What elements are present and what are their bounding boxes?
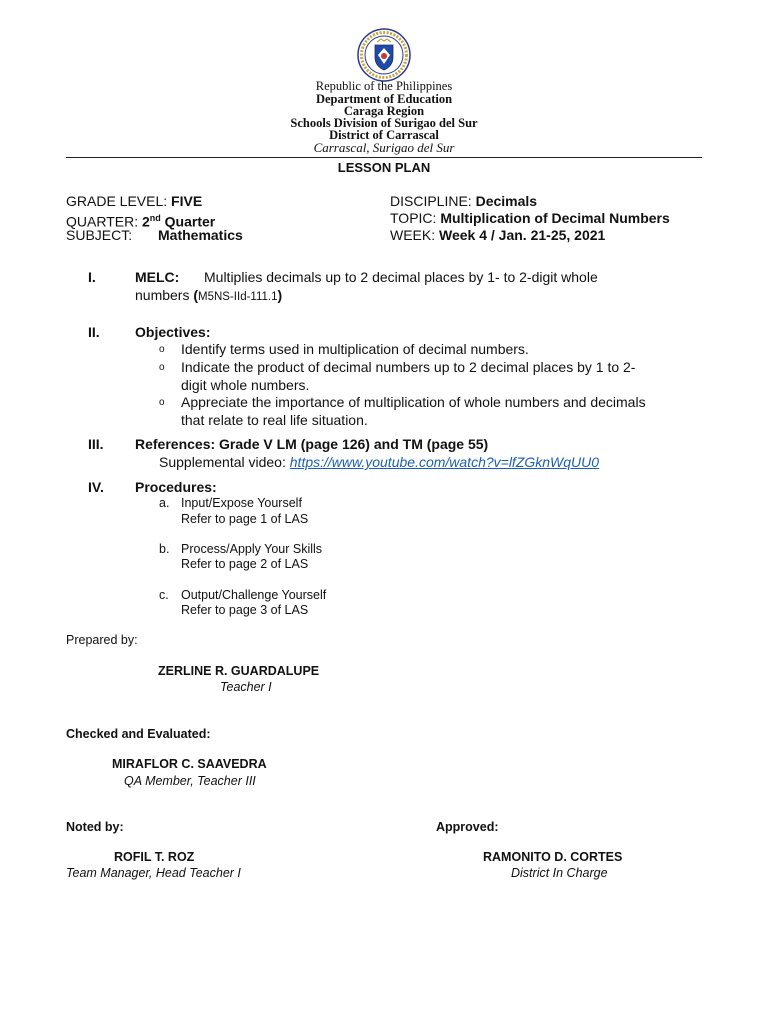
page-title: LESSON PLAN [337,160,431,175]
header-division: Schools Division of Surigao del Sur [290,116,478,130]
grade-level [66,193,202,209]
prepared-by-role: Teacher I [220,680,272,694]
checked-name: MIRAFLOR C. SAAVEDRA [112,757,267,771]
procedure-ref: Refer to page 2 of LAS [181,557,309,571]
topic-value: Multiplication of Decimal Numbers [440,210,670,226]
procedures-numeral: IV. [88,479,104,495]
header-district: District of Carrascal [329,128,439,142]
melc-heading: MELC: [135,269,180,285]
procedure-letter: c. [159,588,169,602]
topic [390,210,670,226]
objective-item-1: Identify terms used in multiplication of decimal numbers. [181,341,529,357]
objective-item-3: Appreciate the importance of multiplication of whole numbers and decimals [181,394,646,410]
grade-level-label: GRADE LEVEL: [66,193,168,209]
subject-label: SUBJECT: [66,227,133,243]
prepared-by-label: Prepared by: [66,633,138,647]
procedure-title: Process/Apply Your Skills [181,542,323,556]
deped-seal-logo [357,28,411,82]
objective-item-2: Indicate the product of decimal numbers up to 2 decimal places by 1 to 2- [181,359,636,375]
melc-code: M5NS-IId-111.1 [198,291,278,303]
checked-label: Checked and Evaluated: [66,727,211,741]
week-value: Week 4 / Jan. 21-25, 2021 [439,227,606,243]
procedure-title: Input/Expose Yourself [181,496,302,510]
header-republic: Republic of the Philippines [315,79,453,93]
topic-label: TOPIC: [390,210,437,226]
week [390,227,605,243]
melc-open-paren: ( [193,287,199,303]
procedure-letter: a. [159,496,170,510]
melc-numbers: numbers [135,287,190,303]
prepared-by-name: ZERLINE R. GUARDALUPE [158,664,320,678]
procedure-ref: Refer to page 3 of LAS [181,603,309,617]
discipline-label: DISCIPLINE: [390,193,472,209]
discipline [390,193,537,209]
quarter-number: 2 [141,213,150,230]
approved-name: RAMONITO D. CORTES [483,850,623,864]
procedure-ref: Refer to page 1 of LAS [181,512,309,526]
references-numeral: III. [88,436,104,452]
noted-by-label: Noted by: [66,820,124,834]
header-location: Carrascal, Surigao del Sur [313,140,455,155]
objective-item-2-cont: digit whole numbers. [181,377,310,393]
melc-numeral: I. [88,269,96,285]
quarter-word: Quarter [164,213,216,230]
procedures-heading: Procedures: [135,479,217,495]
objectives-numeral: II. [88,324,100,340]
melc-close-paren: ) [277,287,283,303]
header-department: Department of Education [315,92,453,106]
subject [66,227,132,243]
subject-value: Mathematics [158,227,243,243]
melc-text-line1: Multiplies decimals up to 2 decimal places by 1- to 2-digit whole [204,269,598,285]
quarter-label: QUARTER: [66,213,139,230]
objectives-heading: Objectives: [135,324,211,340]
grade-level-value: FIVE [171,193,203,209]
references-heading: References: Grade V LM (page 126) and TM (page 55) [135,436,489,452]
procedure-title: Output/Challenge Yourself [181,588,327,602]
header-divider [66,157,702,158]
quarter-suffix: nd [149,213,161,223]
discipline-value: Decimals [475,193,538,209]
objective-item-3-cont: that relate to real life situation. [181,412,368,428]
melc-text-line2 [135,287,282,305]
objective-bullet: o [159,397,165,408]
procedure-letter: b. [159,542,170,556]
approved-role: District In Charge [511,866,608,880]
supplemental-video [159,454,599,470]
approved-label: Approved: [436,820,499,834]
objective-bullet: o [159,362,165,373]
week-label: WEEK: [390,227,436,243]
video-link[interactable]: https://www.youtube.com/watch?v=lfZGknWqUU0 [289,454,600,470]
header-region: Caraga Region [343,104,425,118]
noted-by-name: ROFIL T. ROZ [114,850,195,864]
noted-by-role: Team Manager, Head Teacher I [66,866,241,880]
checked-role: QA Member, Teacher III [124,774,256,788]
objective-bullet: o [159,344,165,355]
supplemental-label: Supplemental video: [159,454,286,470]
